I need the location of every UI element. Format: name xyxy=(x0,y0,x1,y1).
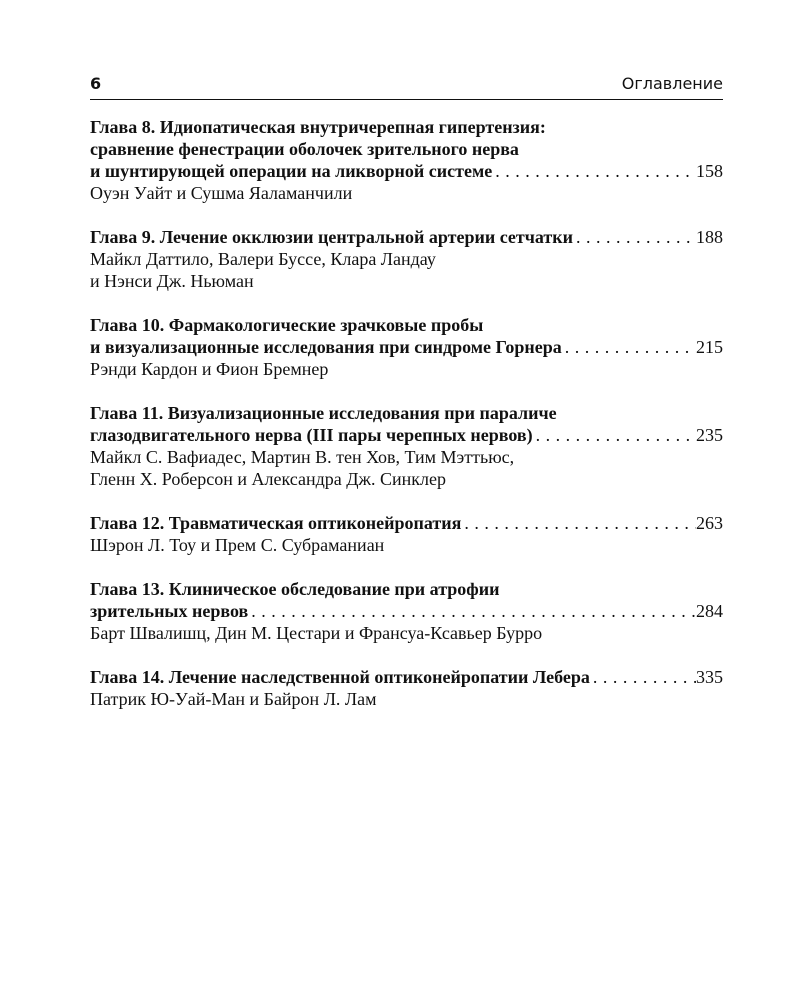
dot-leader xyxy=(590,666,696,688)
dot-leader xyxy=(562,336,696,358)
table-of-contents xyxy=(90,116,723,732)
chapter-title-line: зрительных нервов xyxy=(90,601,249,621)
chapter-authors xyxy=(90,248,723,292)
chapter-title-line: Глава 8. Идиопатическая внутричерепная гипертензия: xyxy=(90,117,546,137)
toc-entry-chapter-8 xyxy=(90,116,723,204)
authors-line: Шэрон Л. Тоу и Прем С. Субраманиан xyxy=(90,535,385,555)
chapter-title-line: Глава 9. Лечение окклюзии центральной артерии сетчатки xyxy=(90,227,574,247)
chapter-title xyxy=(90,578,723,622)
dot-leader xyxy=(461,512,696,534)
chapter-title xyxy=(90,226,723,248)
chapter-title xyxy=(90,116,723,182)
page-number: 6 xyxy=(90,74,102,93)
chapter-title xyxy=(90,314,723,358)
toc-entry-chapter-11 xyxy=(90,402,723,490)
toc-entry-chapter-10 xyxy=(90,314,723,380)
chapter-authors xyxy=(90,688,723,710)
authors-line: Патрик Ю-Уай-Ман и Байрон Л. Лам xyxy=(90,689,377,709)
authors-line: Гленн Х. Роберсон и Александра Дж. Синклер xyxy=(90,469,446,489)
page-reference[interactable]: 263 xyxy=(696,513,723,533)
chapter-title-line: Глава 10. Фармакологические зрачковые пробы xyxy=(90,315,484,335)
toc-entry-chapter-12 xyxy=(90,512,723,556)
chapter-title-line: сравнение фенестрации оболочек зрительного нерва xyxy=(90,139,519,159)
toc-entry-chapter-13 xyxy=(90,578,723,644)
chapter-authors xyxy=(90,622,723,644)
dot-leader xyxy=(492,160,696,182)
dot-leader xyxy=(533,424,696,446)
chapter-title-line: Глава 11. Визуализационные исследования при параличе xyxy=(90,403,557,423)
toc-entry-chapter-9 xyxy=(90,226,723,292)
chapter-title-line: и шунтирующей операции на ликворной системе xyxy=(90,161,493,181)
authors-line: Барт Швалишц, Дин М. Цестари и Франсуа-Ксавьер Бурро xyxy=(90,623,543,643)
running-head xyxy=(90,74,723,94)
chapter-authors xyxy=(90,534,723,556)
dot-leader xyxy=(573,226,696,248)
chapter-title xyxy=(90,402,723,446)
authors-line: Майкл С. Вафиадес, Мартин В. тен Хов, Тим Мэттьюс, xyxy=(90,447,515,467)
page-reference[interactable]: 335 xyxy=(696,667,723,687)
page-reference[interactable]: 158 xyxy=(696,161,723,181)
chapter-title-line: Глава 14. Лечение наследственной оптиконейропатии Лебера xyxy=(90,667,590,687)
chapter-authors xyxy=(90,182,723,204)
page-reference[interactable]: 215 xyxy=(696,337,723,357)
chapter-title-line: Глава 13. Клиническое обследование при атрофии xyxy=(90,579,500,599)
authors-line: и Нэнси Дж. Ньюман xyxy=(90,271,254,291)
chapter-title xyxy=(90,666,723,688)
page-reference[interactable]: 284 xyxy=(696,601,723,621)
chapter-title xyxy=(90,512,723,534)
authors-line: Оуэн Уайт и Сушма Яаламанчили xyxy=(90,183,353,203)
page-reference[interactable]: 188 xyxy=(696,227,723,247)
chapter-title-line: Глава 12. Травматическая оптиконейропатия xyxy=(90,513,462,533)
chapter-authors xyxy=(90,358,723,380)
chapter-authors xyxy=(90,446,723,490)
page-reference[interactable]: 235 xyxy=(696,425,723,445)
chapter-title-line: и визуализационные исследования при синдроме Горнера xyxy=(90,337,562,357)
dot-leader xyxy=(248,600,696,622)
authors-line: Майкл Даттило, Валери Буссе, Клара Ландау xyxy=(90,249,436,269)
authors-line: Рэнди Кардон и Фион Бремнер xyxy=(90,359,329,379)
header-rule xyxy=(90,99,723,100)
toc-entry-chapter-14 xyxy=(90,666,723,710)
section-title: Оглавление xyxy=(621,74,723,93)
chapter-title-line: глазодвигательного нерва (III пары черепных нервов) xyxy=(90,425,533,445)
